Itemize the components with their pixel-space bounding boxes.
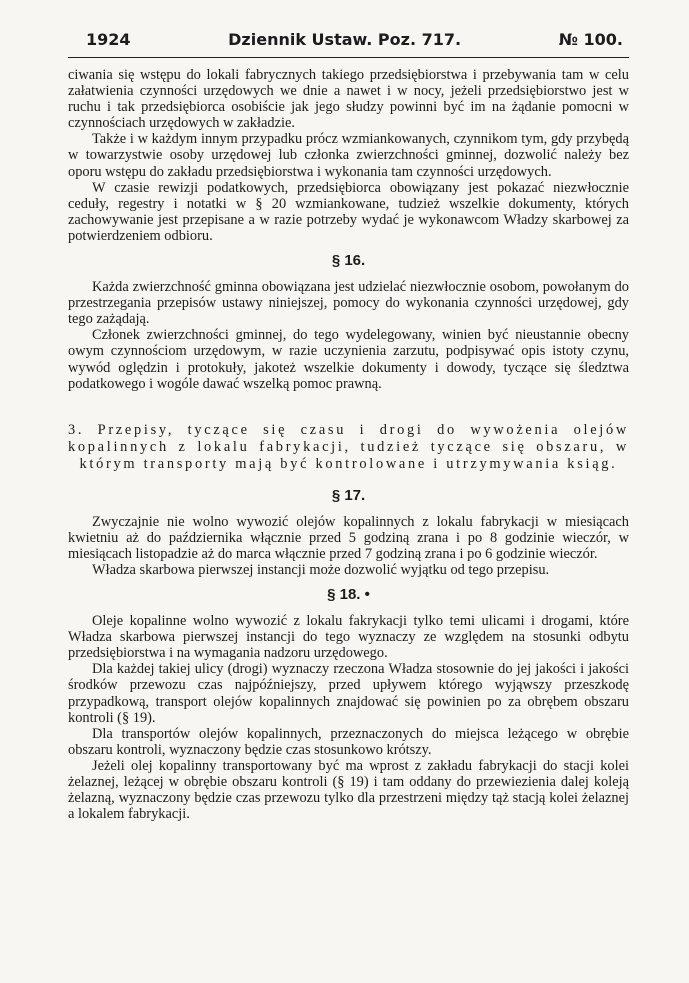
paragraph: Każda zwierzchność gminna obowiązana jest udzielać niezwłocznie osobom, powołanym do przestrzegania przepisów ustawy niniejszej, pomocy do wykonania czynności urzędowej, gdy tego zażądają. [68,279,629,328]
paragraph: Jeżeli olej kopalinny transportowany być ma wprost z zakładu fabrykacji do stacji kolei żelaznej, leżącej w obrębie obszaru kontroli (§ 19) i tam oddany do przewiezienia dalej koleją żelazną, wyznaczony będzie czas przewozu tylko dla przestrzeni między tąż stacją kolei żelaznej a lokalem fabrykacji. [68,757,629,823]
header-rule [68,57,629,58]
paragraph: Dla transportów olejów kopalinnych, przeznaczonych do miejsca leżącego w obrębie obszaru kontroli, wyznaczony będzie czas stosunkowo krótszy. [68,725,629,758]
paragraph: Dla każdej takiej ulicy (drogi) wyznaczy rzeczona Władza stosownie do jej jakości i jakości środków przewozu czas najpóźniejszy, przed upływem którego wyjąwszy przeszkodę przypadkową, transport olejów kopalinnych znajdować się powinien po za obrębem obszaru kontroli (§ 19). [68,661,629,726]
paragraph: Zwyczajnie nie wolno wywozić olejów kopalinnych z lokalu fabrykacji w miesiącach kwietniu aż do października włącznie przed 5 godziną zrana i po 8 godzinie wieczór, w miesiącach listopadzie aż do marca włącznie przed 7 godziną zrana i po 6 godzinie wieczór. [68,513,629,562]
section-18-heading: § 18. • [327,586,370,604]
paragraph: Członek zwierzchności gminnej, do tego wydelegowany, winien być nieustannie obecny owym czynnościom urzędowym, w razie uczynienia zarzutu, podpisywać opis istoty czynu, wywód oględzin i protokuły, jakoteż wszelkie dokumenty i dowody, tyczące się śledztwa podatkowego i wogóle dawać wszelką pomoc prawną. [68,327,629,392]
page-number: 1924 [86,30,131,49]
journal-title: Dziennik Ustaw. Poz. 717. [228,30,462,49]
chapter-heading: 3. Przepisy, tyczące się czasu i drogi do wywożenia olejów kopalinnych z lokalu fabrykacji, tudzież tyczące się obszaru, w którym transporty mają być kontrolowane i utrzymywania ksiąg. [68,421,629,472]
paragraph-continued: ciwania się wstępu do lokali fabrycznych takiego przedsiębiorstwa i przebywania tam w celu załatwienia czynności urzędowych we dnie a nawet i w nocy, jeżeli przedsiębiorstwo jest w ruchu i tak przedsiębiorca osobiście jak jego słudzy powinni być im na żądanie pomocni w czynnościach urzędowych w zakładzie. [68,67,629,132]
issue-number: № 100. [558,30,623,49]
paragraph: Także i w każdym innym przypadku prócz wzmiankowanych, czynnikom tym, gdy przybędą w towarzystwie osoby urzędowej lub członka zwierzchności gminnej, dozwolić należy bez oporu wstępu do zakładu przedsiębiorstwa i wykonania tam czynności urzędowych. [68,131,629,180]
paragraph: Władza skarbowa pierwszej instancji może dozwolić wyjątku od tego przepisu. [92,561,550,578]
paragraph: W czasie rewizji podatkowych, przedsiębiorca obowiązany jest pokazać niezwłocznie ceduły, regestry i notatki w § 20 wzmiankowane, tudzież wszelkie dokumenty, których zachowywanie jest przepisane a w razie potrzeby wydać je wykonawcom Władzy skarbowej za potwierdzeniem odbioru. [68,179,629,244]
section-16-heading: § 16. [331,252,366,270]
paragraph: Oleje kopalinne wolno wywozić z lokalu fakrykacji tylko temi ulicami i drogami, które Władza skarbowa pierwszej instancji do tego wyznaczy ze względem na stosunki odbytu przedsiębiorstwa i na wymagania nadzoru urzędowego. [68,613,629,662]
page-header [68,30,629,49]
section-17-heading: § 17. [331,486,366,504]
